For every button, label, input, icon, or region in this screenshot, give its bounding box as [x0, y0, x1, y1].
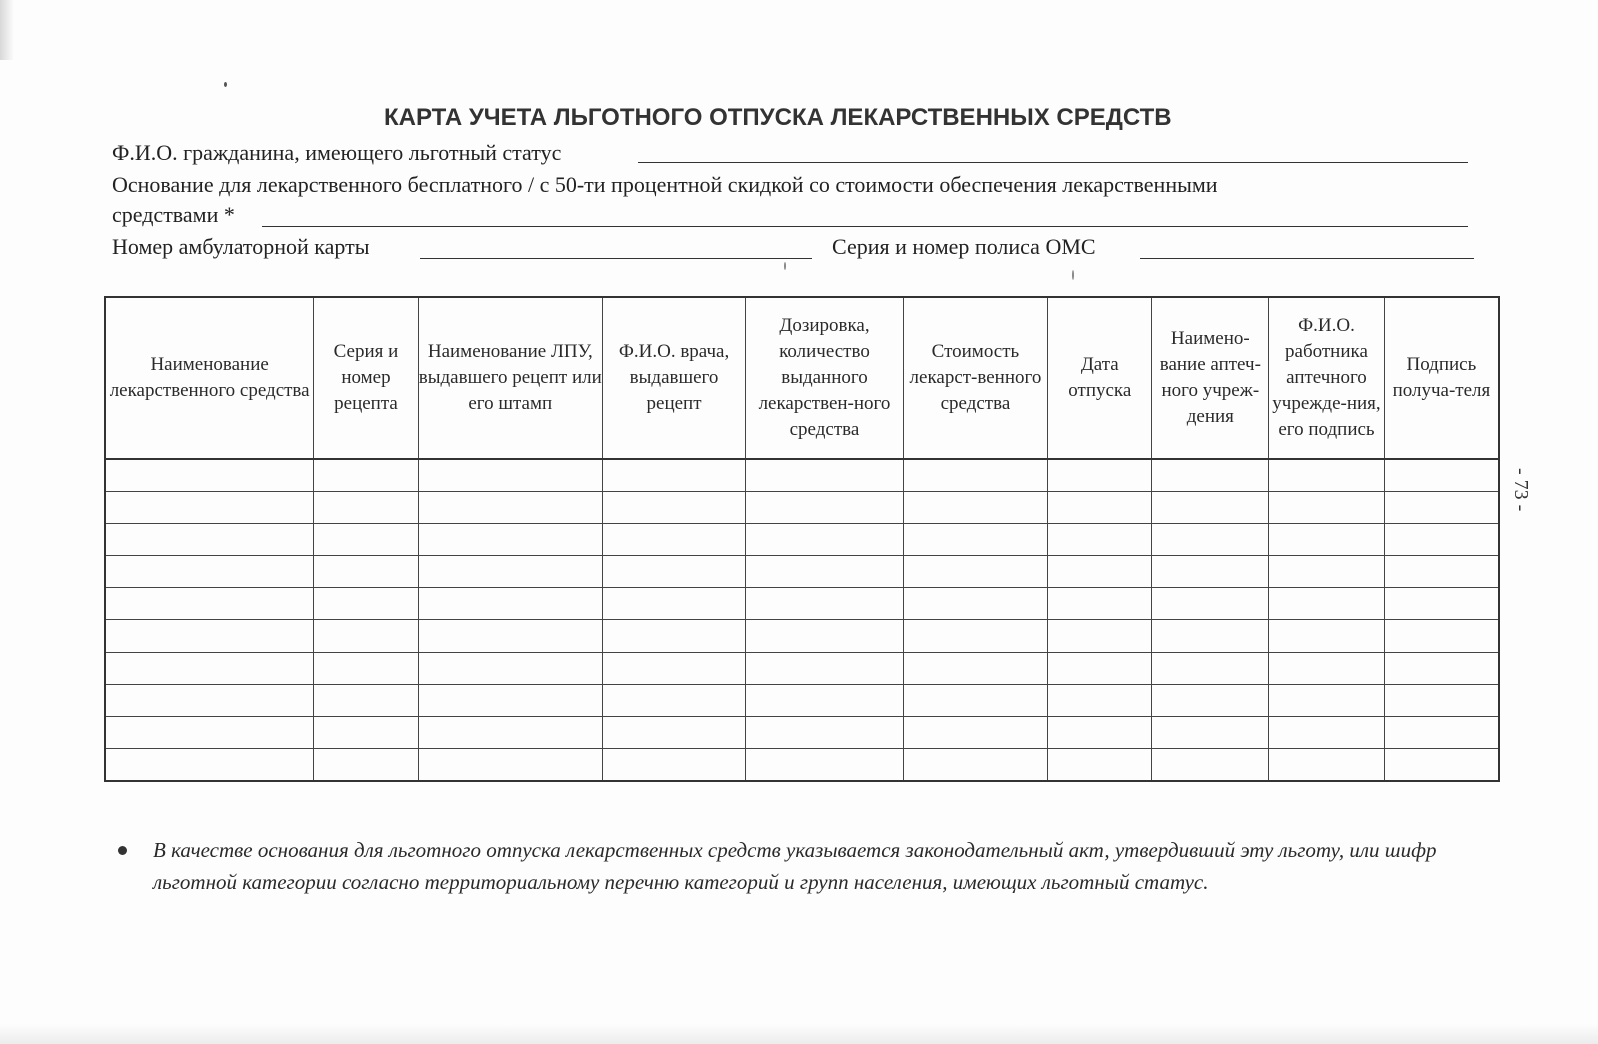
table-cell — [105, 556, 314, 588]
table-cell — [418, 556, 602, 588]
table-cell — [1384, 620, 1499, 652]
form-title: КАРТА УЧЕТА ЛЬГОТНОГО ОТПУСКА ЛЕКАРСТВЕННЫХ СРЕДСТВ — [384, 104, 1172, 131]
table-cell — [746, 620, 904, 652]
table-cell — [314, 556, 418, 588]
table-cell — [602, 684, 745, 716]
header-doctor-name: Ф.И.О. врача, выдавшего рецепт — [602, 297, 745, 459]
table-cell — [903, 716, 1047, 748]
table-cell — [314, 748, 418, 781]
table-cell — [1152, 459, 1269, 492]
header-pharmacy-name: Наимено-вание аптеч-ного учреж-дения — [1152, 297, 1269, 459]
table-cell — [1269, 524, 1385, 556]
table-cell — [1152, 716, 1269, 748]
table-row — [105, 748, 1499, 781]
table-cell — [105, 748, 314, 781]
table-row — [105, 716, 1499, 748]
header-drug-name: Наименование лекарственного средства — [105, 297, 314, 459]
table-cell — [746, 588, 904, 620]
table-cell — [746, 556, 904, 588]
table-cell — [105, 492, 314, 524]
table-cell — [418, 716, 602, 748]
table-cell — [1384, 652, 1499, 684]
table-cell — [1048, 556, 1152, 588]
table-cell — [1048, 492, 1152, 524]
table-row — [105, 620, 1499, 652]
table-cell — [418, 492, 602, 524]
table-cell — [1048, 684, 1152, 716]
table-cell — [314, 492, 418, 524]
table-cell — [1048, 459, 1152, 492]
table-cell — [602, 620, 745, 652]
table-cell — [314, 652, 418, 684]
table-cell — [1269, 716, 1385, 748]
table-cell — [903, 620, 1047, 652]
header-recipient-signature: Подпись получа-теля — [1384, 297, 1499, 459]
table-cell — [903, 459, 1047, 492]
table-row — [105, 588, 1499, 620]
footnote-text: В качестве основания для льготного отпуска лекарственных средств указывается законодательный акт, утвердивший эту льготу, или шифр льготной категории согласно территориальному перечню категорий и групп населения, имеющих льготный статус. — [153, 838, 1437, 894]
table-cell — [1269, 748, 1385, 781]
table-cell — [1384, 492, 1499, 524]
table-cell — [746, 684, 904, 716]
table-cell — [1384, 716, 1499, 748]
table-cell — [1152, 620, 1269, 652]
table-cell — [1152, 524, 1269, 556]
table-cell — [1384, 748, 1499, 781]
table-row — [105, 459, 1499, 492]
table-row — [105, 492, 1499, 524]
table-cell — [1384, 588, 1499, 620]
table-cell — [746, 524, 904, 556]
table-cell — [418, 748, 602, 781]
table-cell — [418, 620, 602, 652]
table-cell — [314, 524, 418, 556]
table-row — [105, 524, 1499, 556]
table-cell — [1048, 620, 1152, 652]
table-cell — [1152, 748, 1269, 781]
table-cell — [602, 652, 745, 684]
basis-label-continued: средствами * — [112, 202, 235, 227]
table-cell — [746, 716, 904, 748]
table-header-row — [105, 297, 1499, 459]
table-cell — [314, 716, 418, 748]
table-cell — [1269, 588, 1385, 620]
table-cell — [105, 524, 314, 556]
table-cell — [105, 652, 314, 684]
header-prescription-number: Серия и номер рецепта — [314, 297, 418, 459]
table-cell — [1048, 716, 1152, 748]
table-cell — [903, 684, 1047, 716]
table-cell — [903, 556, 1047, 588]
table-row — [105, 684, 1499, 716]
table-cell — [602, 716, 745, 748]
scan-shadow — [0, 0, 14, 60]
table-cell — [602, 748, 745, 781]
table-cell — [903, 652, 1047, 684]
fio-blank-line — [638, 162, 1468, 163]
header-clinic-name: Наименование ЛПУ, выдавшего рецепт или его штамп — [418, 297, 602, 459]
table-cell — [903, 748, 1047, 781]
table-cell — [746, 748, 904, 781]
table-cell — [746, 652, 904, 684]
card-number-label: Номер амбулаторной карты — [112, 234, 370, 259]
scan-speck — [784, 262, 786, 270]
table-cell — [1152, 652, 1269, 684]
scan-speck — [1072, 270, 1074, 280]
table-cell — [418, 652, 602, 684]
table-cell — [314, 684, 418, 716]
basis-blank-line — [262, 226, 1468, 227]
table-cell — [1152, 556, 1269, 588]
table-cell — [602, 524, 745, 556]
table-body — [105, 459, 1499, 781]
table-cell — [602, 588, 745, 620]
table-cell — [105, 716, 314, 748]
table-cell — [314, 620, 418, 652]
table-cell — [903, 524, 1047, 556]
table-cell — [746, 459, 904, 492]
policy-blank-line — [1140, 258, 1474, 259]
fio-label: Ф.И.О. гражданина, имеющего льготный статус — [112, 140, 562, 165]
table-cell — [1152, 492, 1269, 524]
table-cell — [602, 492, 745, 524]
scan-speck — [224, 82, 227, 87]
table-cell — [1048, 588, 1152, 620]
table-cell — [314, 459, 418, 492]
table-cell — [314, 588, 418, 620]
footnote — [120, 834, 1500, 898]
table-cell — [903, 588, 1047, 620]
table-cell — [602, 556, 745, 588]
table-cell — [418, 524, 602, 556]
header-drug-cost: Стоимость лекарст-венного средства — [903, 297, 1047, 459]
table-cell — [1048, 652, 1152, 684]
header-dosage-quantity: Дозировка, количество выданного лекарствен-ного средства — [746, 297, 904, 459]
table-cell — [1048, 748, 1152, 781]
table-cell — [105, 684, 314, 716]
basis-label: Основание для лекарственного бесплатного / с 50-ти процентной скидкой со стоимости обеспечения лекарственными — [112, 172, 1218, 197]
header-pharmacist-name: Ф.И.О. работника аптечного учрежде-ния, его подпись — [1269, 297, 1385, 459]
card-number-blank-line — [420, 258, 812, 259]
table-cell — [1269, 652, 1385, 684]
table-cell — [1269, 459, 1385, 492]
table-cell — [903, 492, 1047, 524]
table-cell — [105, 459, 314, 492]
table-cell — [1048, 524, 1152, 556]
table-cell — [1269, 620, 1385, 652]
table-row — [105, 556, 1499, 588]
dispense-record-table — [104, 296, 1500, 782]
page-number: - 73 - — [1510, 468, 1532, 512]
table-row — [105, 652, 1499, 684]
scan-bottom-shadow — [0, 1024, 1598, 1044]
policy-label: Серия и номер полиса ОМС — [832, 234, 1096, 259]
table-cell — [1269, 492, 1385, 524]
table-cell — [418, 459, 602, 492]
table-cell — [1269, 684, 1385, 716]
table-cell — [1152, 684, 1269, 716]
table-cell — [1384, 556, 1499, 588]
table-cell — [1384, 524, 1499, 556]
table-cell — [418, 684, 602, 716]
table-cell — [1384, 459, 1499, 492]
table-cell — [418, 588, 602, 620]
header-dispense-date: Дата отпуска — [1048, 297, 1152, 459]
table-cell — [1152, 588, 1269, 620]
table-cell — [1384, 684, 1499, 716]
table-cell — [1269, 556, 1385, 588]
table-cell — [105, 588, 314, 620]
table-cell — [746, 492, 904, 524]
table-cell — [105, 620, 314, 652]
table-cell — [602, 459, 745, 492]
